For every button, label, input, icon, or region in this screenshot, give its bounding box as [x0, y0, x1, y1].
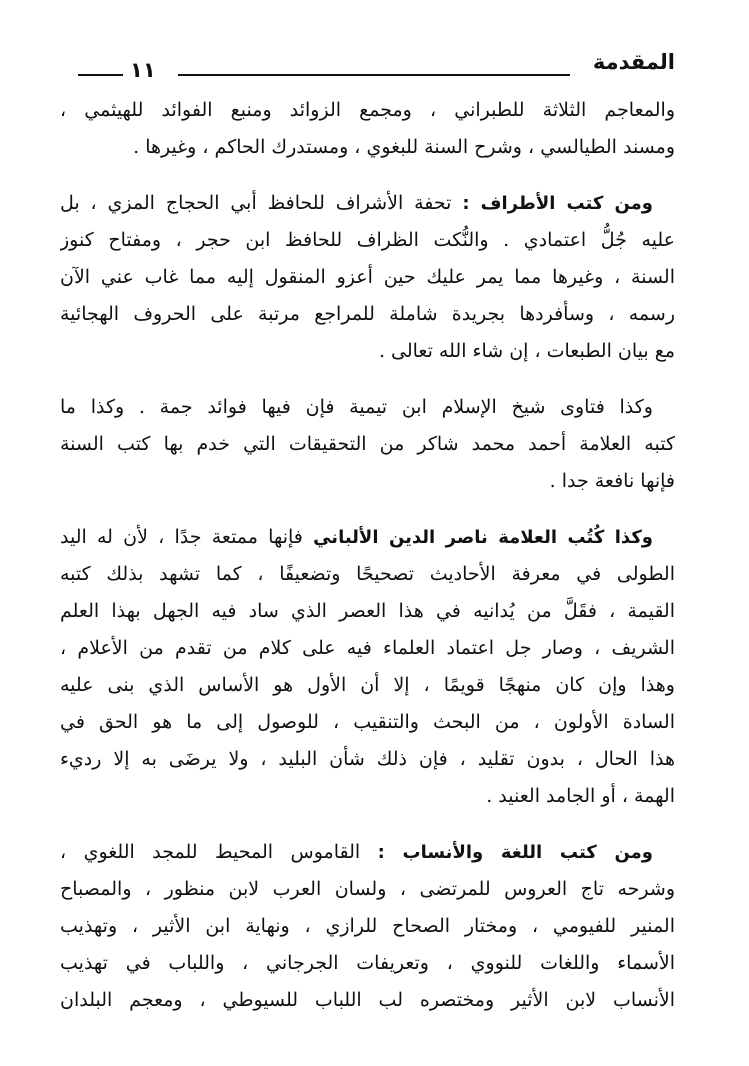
text-line: وهذا وإن كان منهجًا قويمًا ، إلا أن الأول هو الأساس الذي بنى عليه — [60, 674, 675, 696]
text-line: القيمة ، فقَلَّ من يُدانيه في هذا العصر الذي ساد فيه الجهل بهذا العلم — [60, 600, 675, 622]
paragraph-lead: وكذا كُتُب العلامة ناصر الدين الألباني — [313, 527, 653, 548]
text-line: كتبه العلامة أحمد محمد شاكر من التحقيقات التي خدم بها كتب السنة — [60, 433, 675, 455]
text-line: السادة الأولون ، من البحث والتنقيب ، للوصول إلى ما هو الحق في — [60, 711, 675, 733]
header-rule-right — [178, 74, 570, 76]
paragraph-3 — [60, 389, 675, 500]
text-line — [60, 834, 675, 871]
text-line: مع بيان الطبعات ، إن شاء الله تعالى . — [378, 340, 675, 362]
book-page — [60, 40, 675, 1030]
text-run: القاموس المحيط للمجد اللغوي ، — [60, 841, 378, 863]
text-line: عليه جُلُّ اعتمادي . والنُّكت الظراف للحافظ ابن حجر ، ومفتاح كنوز — [60, 229, 675, 251]
text-line: الأنساب لابن الأثير ومختصره لب اللباب للسيوطي ، ومعجم البلدان — [60, 989, 675, 1011]
text-line: وشرحه تاج العروس للمرتضى ، ولسان العرب لابن منظور ، والمصباح — [60, 878, 675, 900]
text-run: فإنها ممتعة جدًا ، لأن له اليد — [60, 526, 314, 548]
paragraph-2 — [60, 185, 675, 370]
page-number: ١١ — [130, 58, 156, 82]
paragraph-lead: ومن كتب الأطراف : — [462, 193, 653, 214]
text-run: تحفة الأشراف للحافظ أبي الحجاج المزي ، بل — [60, 192, 463, 214]
text-line: الأسماء واللغات للنووي ، وتعريفات الجرجاني ، واللباب في تهذيب — [60, 952, 675, 974]
paragraph-1 — [60, 92, 675, 166]
text-line: رسمه ، وسأفردها بجريدة شاملة للمراجع مرتبة على الحروف الهجائية — [60, 303, 675, 325]
text-line: الشريف ، وصار جل اعتماد العلماء فيه على كلام من تقدم من الأعلام ، — [60, 637, 675, 659]
header-rule-left — [78, 74, 123, 76]
text-line: الطولى في معرفة الأحاديث تصحيحًا وتضعيفًا ، كما تشهد بذلك كتبه — [60, 563, 675, 585]
text-line: فإنها نافعة جدا . — [549, 470, 675, 492]
page-header — [60, 40, 675, 88]
paragraph-lead: ومن كتب اللغة والأنساب : — [377, 842, 653, 863]
text-line: ومسند الطيالسي ، وشرح السنة للبغوي ، ومستدرك الحاكم ، وغيرها . — [133, 136, 675, 158]
chapter-title: المقدمة — [592, 50, 675, 74]
text-line: الهمة ، أو الجامد العنيد . — [486, 785, 675, 807]
text-line: والمعاجم الثلاثة للطبراني ، ومجمع الزوائد ومنبع الفوائد للهيثمي ، — [60, 99, 675, 121]
page-body — [60, 92, 675, 1038]
text-line — [60, 185, 675, 222]
paragraph-5 — [60, 834, 675, 1019]
text-line: وكذا فتاوى شيخ الإسلام ابن تيمية فإن فيها فوائد جمة . وكذا ما — [60, 396, 653, 418]
text-line: هذا الحال ، بدون تقليد ، فإن ذلك شأن البليد ، ولا يرضَى به إلا رديء — [60, 748, 675, 770]
text-line: المنير للفيومي ، ومختار الصحاح للرازي ، ونهاية ابن الأثير ، وتهذيب — [60, 915, 675, 937]
text-line — [60, 519, 675, 556]
paragraph-4 — [60, 519, 675, 815]
text-line: السنة ، وغيرها مما يمر عليك حين أعزو المنقول إليه مما غاب عني الآن — [60, 266, 675, 288]
